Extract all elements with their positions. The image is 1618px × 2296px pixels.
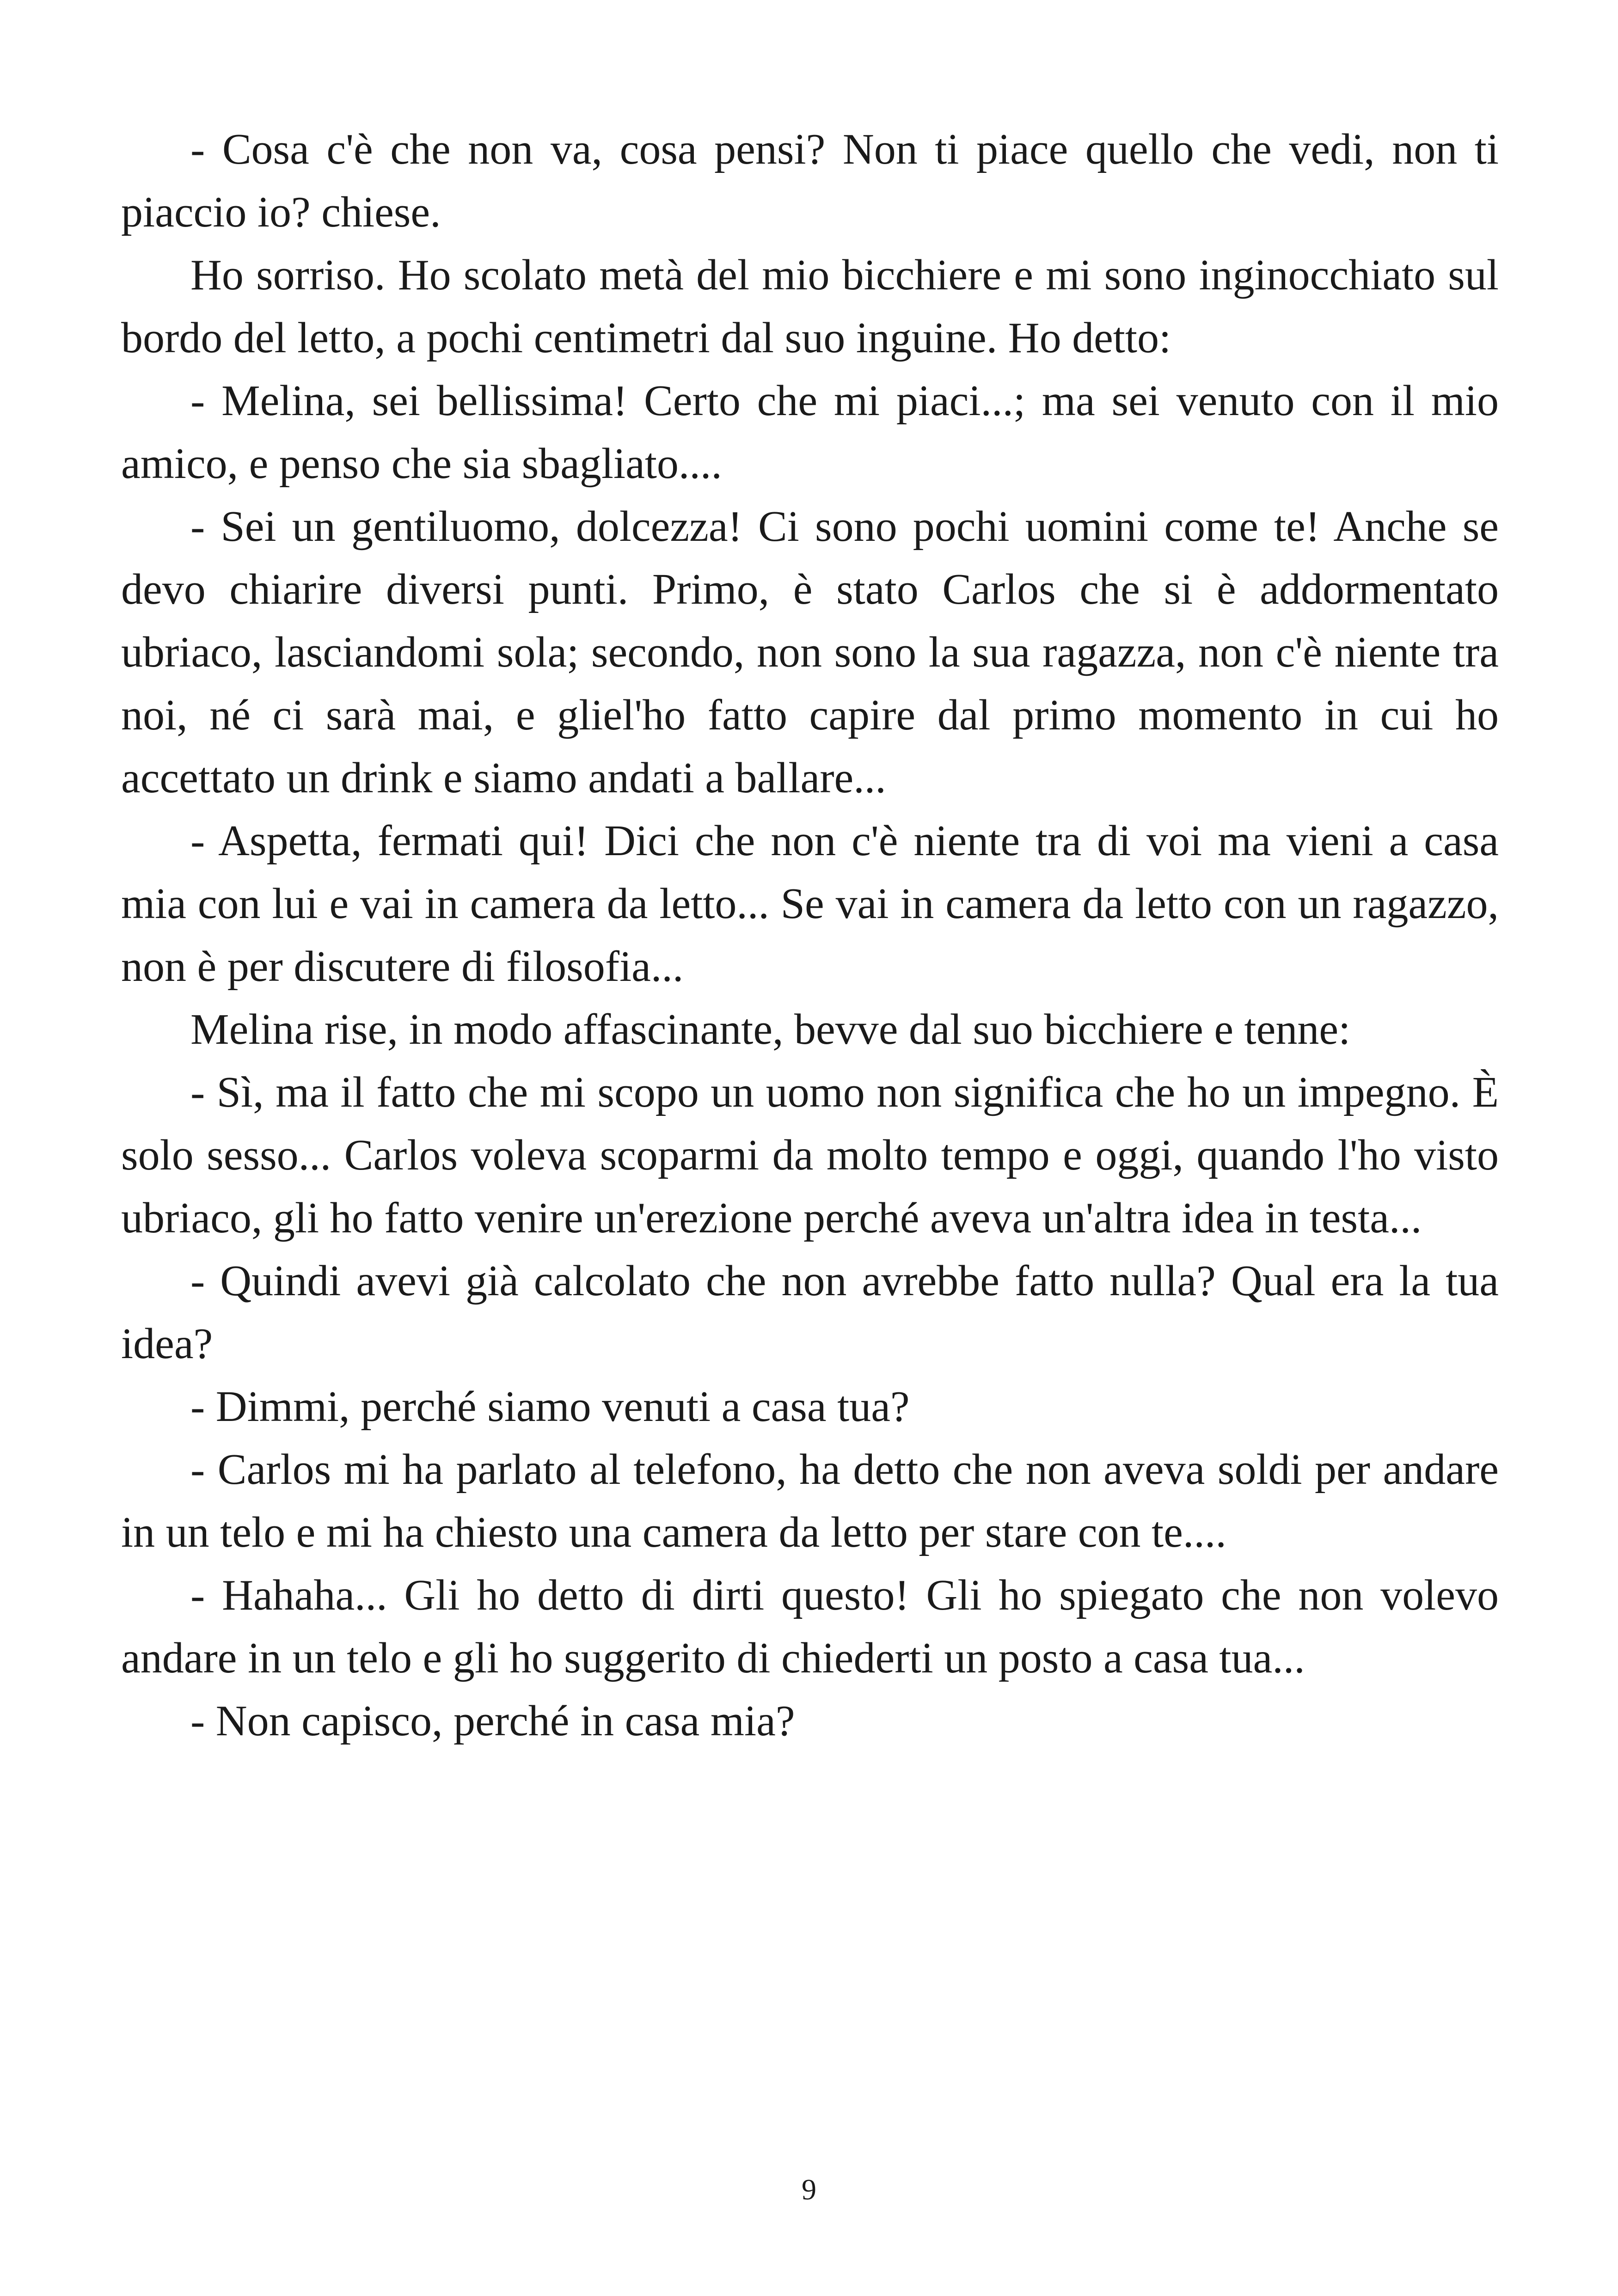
paragraph: Ho sorriso. Ho scolato metà del mio bicchiere e mi sono inginocchiato sul bordo del letto, a pochi centimetri dal suo inguine. Ho detto: xyxy=(121,251,1499,362)
paragraph: - Carlos mi ha parlato al telefono, ha detto che non aveva soldi per andare in un telo e mi ha chiesto una camera da letto per stare con te.... xyxy=(121,1445,1499,1556)
body-text xyxy=(121,118,1499,1752)
page-number: 9 xyxy=(802,2173,816,2206)
paragraph: - Melina, sei bellissima! Certo che mi piaci...; ma sei venuto con il mio amico, e penso che sia sbagliato.... xyxy=(121,377,1499,488)
paragraph: Melina rise, in modo affascinante, bevve dal suo bicchiere e tenne: xyxy=(190,1005,1351,1053)
paragraph: - Hahaha... Gli ho detto di dirti questo! Gli ho spiegato che non volevo andare in un telo e gli ho suggerito di chiederti un posto a casa tua... xyxy=(121,1571,1499,1682)
paragraph: - Aspetta, fermati qui! Dici che non c'è niente tra di voi ma vieni a casa mia con lui e vai in camera da letto... Se vai in camera da letto con un ragazzo, non è per discutere di filosofia... xyxy=(121,817,1499,991)
paragraph: - Sì, ma il fatto che mi scopo un uomo non significa che ho un impegno. È solo sesso... Carlos voleva scoparmi da molto tempo e oggi, quando l'ho visto ubriaco, gli ho fatto venire un'erezione perché aveva un'altra idea in testa... xyxy=(121,1068,1499,1242)
paragraph: - Quindi avevi già calcolato che non avrebbe fatto nulla? Qual era la tua idea? xyxy=(121,1257,1499,1368)
paragraph: - Cosa c'è che non va, cosa pensi? Non ti piace quello che vedi, non ti piaccio io? chiese. xyxy=(121,125,1499,236)
paragraph: - Non capisco, perché in casa mia? xyxy=(190,1697,795,1745)
paragraph: - Dimmi, perché siamo venuti a casa tua? xyxy=(190,1383,910,1431)
paragraph: - Sei un gentiluomo, dolcezza! Ci sono pochi uomini come te! Anche se devo chiarire diversi punti. Primo, è stato Carlos che si è addormentato ubriaco, lasciandomi sola; secondo, non sono la sua ragazza, non c'è niente tra noi, né ci sarà mai, e gliel'ho fatto capire dal primo momento in cui ho accettato un drink e siamo andati a ballare... xyxy=(121,502,1499,802)
